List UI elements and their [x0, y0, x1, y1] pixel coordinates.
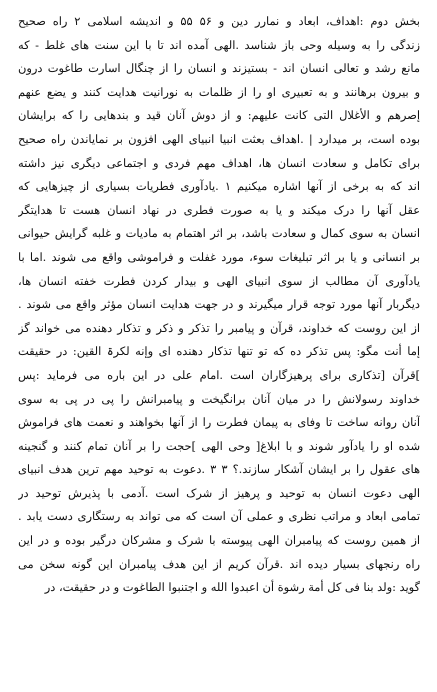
text-line: دیگربار آنها مورد توجه قرار میگیرند و در جهت هدایت انسان مؤثر واقع می شوند .: [18, 297, 420, 312]
text-line: إصرهم و الأغلال التی کانت علیهم: و از دوش آنان قید و بندهایی را که برایشان: [18, 108, 420, 123]
text-line: اند که به برخی از آنها اشاره میکنیم ۱ .یادآوری فطریات بسیاری از چیزهایی که: [18, 179, 420, 194]
text-line: بوده است، بر میدارد | .اهداف بعثت انبیا انبیای الهی افزون بر نمایاندن راه صحیح: [18, 131, 420, 146]
text-line: راه رنجهای بسیار دیده اند .قرآن کریم از این هدف پیامبران این گونه سخن می: [18, 556, 420, 571]
text-line: و بیرون برهانند و به تعبیری او را از ظلمات به نورانیت هدایت کنند و یضع عنهم: [18, 84, 420, 99]
text-line: انسان به سوی کمال و سعادت باشد، بر اثر اهتمام به مادیات و غلبه گرایش حیوانی: [18, 226, 420, 241]
text-line: از همین روست که پیامبران الهی پیوسته با شرک و مشرکان درگیر بوده و در این: [18, 533, 420, 548]
text-line: خداوند رسولانش را در میان آنان برانگیخت و پیامبرانش را پی در پی به سوی: [18, 391, 420, 406]
text-line: از این روست که خداوند، قرآن و پیامبر را تذکر و ذکر و تذکار دهنده می خواند گز: [18, 320, 420, 335]
text-line: ]قرآن [تذکاری برای پرهیزگاران است .امام علی در این باره می فرماید :پس: [18, 367, 420, 382]
text-line: الهی دعوت انسان به توحید و پرهیز از شرک است .آدمی با پذیرش توحید در: [18, 485, 420, 500]
body-text: [18, 10, 420, 600]
text-line: گوید :ولد بنا فی کل أمة رشوة أن اعبدوا الله و اجتنبوا الطاغوت و در حقیقت، در: [44, 580, 420, 595]
text-line: های عقول را بر ایشان آشکار سازند.؟ ۳ ۳ .دعوت به توحید مهم ترین هدف انبیای: [18, 462, 420, 477]
text-line: إما أنت مگو: پس تذکر ده که تو تنها تذکار دهنده ای وإنه لکرۃ القین: در حقیقت: [18, 344, 420, 359]
text-line: برای تکامل و سعادت انسان ها، اهداف مهم فردی و اجتماعی دیگری نیز داشته: [18, 155, 420, 170]
text-line: آنان روانه ساخت تا وفای به پیمان فطرت را از آنها بخواهند و نعمت های فراموش: [18, 415, 420, 430]
text-line: یادآوری آن مطالب از سوی انبیای الهی و بیدار کردن فطرت خفته انسان ها،: [18, 273, 420, 288]
text-line: شده او را یادآور شوند و با ابلاغ[ وحی الهی ]حجت را بر آنان تمام کنند و گنجینه: [18, 438, 420, 453]
text-line: بر انسانی و یا بر اثر تبلیغات سوء، مورد غفلت و فراموشی واقع می شوند .اما با: [18, 249, 420, 264]
text-line: تمامی ابعاد و مراتب نظری و عملی آن است که می تواند به رستگاری دست یابد .: [18, 509, 420, 524]
text-line: بخش دوم :اهداف، ابعاد و نمارر دین و ۵۶ ۵۵ و اندیشه اسلامی ۲ راه صحیح: [18, 14, 420, 28]
text-line: زندگی را به وسیله وحی باز شناسد .الهی آمده اند تا با این سنت های غلط - که: [18, 37, 420, 52]
text-line: عقل آنها را درک میکند و یا به صورت فطری در نهاد انسان هست تا هدایتگر: [18, 202, 420, 217]
text-line: مانع رشد و تعالی انسان اند - بستیزند و انسان را از چنگال اسارت طاغوت درون: [18, 61, 420, 76]
